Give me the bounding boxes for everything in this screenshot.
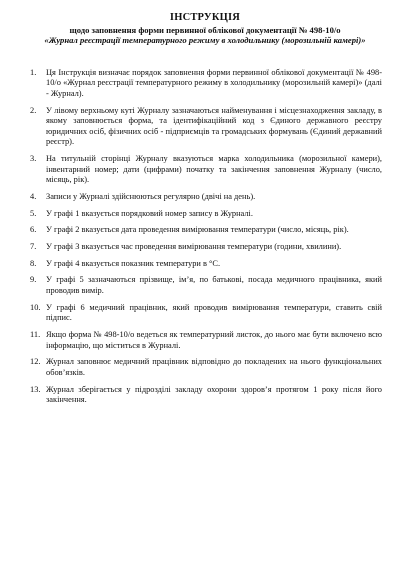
item-text: На титульній сторінці Журналу вказуються марка холодильника (морозильної камери), інвентарний номер; дати (цифрами) початку та закінчення заповнення Журналу (число, місяць, рік).	[46, 154, 382, 185]
instruction-item	[24, 242, 386, 253]
instruction-item	[24, 385, 386, 406]
item-text: Ця Інструкція визначає порядок заповнення форми первинної облікової документації № 498-10/о «Журнал реєстрації температурного режиму в холодильнику (морозильній камері)» (далі - Журнал).	[46, 67, 382, 98]
item-text: Записи у Журналі здійснюються регулярно (двічі на день).	[46, 192, 256, 202]
instruction-item	[24, 192, 386, 203]
instruction-item	[24, 275, 386, 296]
subtitle-line-2: «Журнал реєстрації температурного режиму в холодильнику (морозильній камері)»	[44, 35, 366, 46]
item-text: У графі 6 медичний працівник, який проводив вимірювання температури, ставить свій підпис.	[46, 302, 382, 323]
item-number: 11.	[30, 330, 41, 340]
instruction-item	[24, 303, 386, 324]
instruction-item	[24, 154, 386, 186]
item-number: 10.	[30, 302, 41, 312]
item-number: 9.	[30, 275, 37, 285]
item-text: Журнал зберігається у підрозділі закладу охорони здоров’я протягом 1 року після його закінчення.	[46, 384, 382, 405]
instruction-item	[24, 330, 386, 351]
item-number: 3.	[30, 154, 37, 164]
item-text: У графі 4 вказується показник температури в °С.	[46, 258, 221, 268]
instruction-item	[24, 225, 386, 236]
subtitle-line-1: щодо заповнення форми первинної облікової документації № 498-10/о	[69, 25, 341, 35]
document-title: ІНСТРУКЦІЯ	[169, 12, 241, 23]
item-text: Журнал заповнює медичний працівник відповідно до покладених на нього функціональних обов’язків.	[46, 357, 382, 377]
item-number: 13.	[30, 384, 41, 394]
item-number: 7.	[30, 242, 37, 252]
instruction-item	[24, 357, 386, 378]
document-subtitle	[30, 25, 380, 46]
item-number: 4.	[30, 192, 37, 202]
item-text: У лівому верхньому куті Журналу зазначаються найменування і місцезнаходження закладу, в якому заповнюється форма, та ідентифікаційний код з Єдиного державного реєстру юридичних осіб, фізичних осіб - підприємців та громадських формувань (Єдиний державний реєстр).	[46, 105, 382, 147]
instruction-item	[24, 259, 386, 270]
item-text: У графі 5 зазначаються прізвище, ім’я, по батькові, посада медичного працівника, який проводив вимір.	[46, 275, 382, 296]
item-number: 2.	[30, 105, 37, 115]
instruction-item	[24, 106, 386, 148]
item-number: 1.	[30, 67, 37, 77]
item-number: 12.	[30, 357, 41, 367]
item-text: У графі 1 вказується порядковий номер запису в Журналі.	[46, 208, 253, 218]
item-number: 5.	[30, 208, 37, 218]
item-number: 8.	[30, 258, 37, 268]
item-text: У графі 3 вказується час проведення вимірювання температури (години, хвилини).	[46, 242, 342, 252]
instruction-item	[24, 209, 386, 220]
item-text: У графі 2 вказується дата проведення вимірювання температури (число, місяць, рік).	[46, 225, 349, 235]
instruction-item	[24, 68, 386, 100]
item-number: 6.	[30, 225, 37, 235]
item-text: Якщо форма № 498-10/о ведеться як температурний листок, до нього має бути включено всю інформацію, що міститься в Журналі.	[46, 330, 382, 350]
instruction-list	[24, 68, 386, 406]
